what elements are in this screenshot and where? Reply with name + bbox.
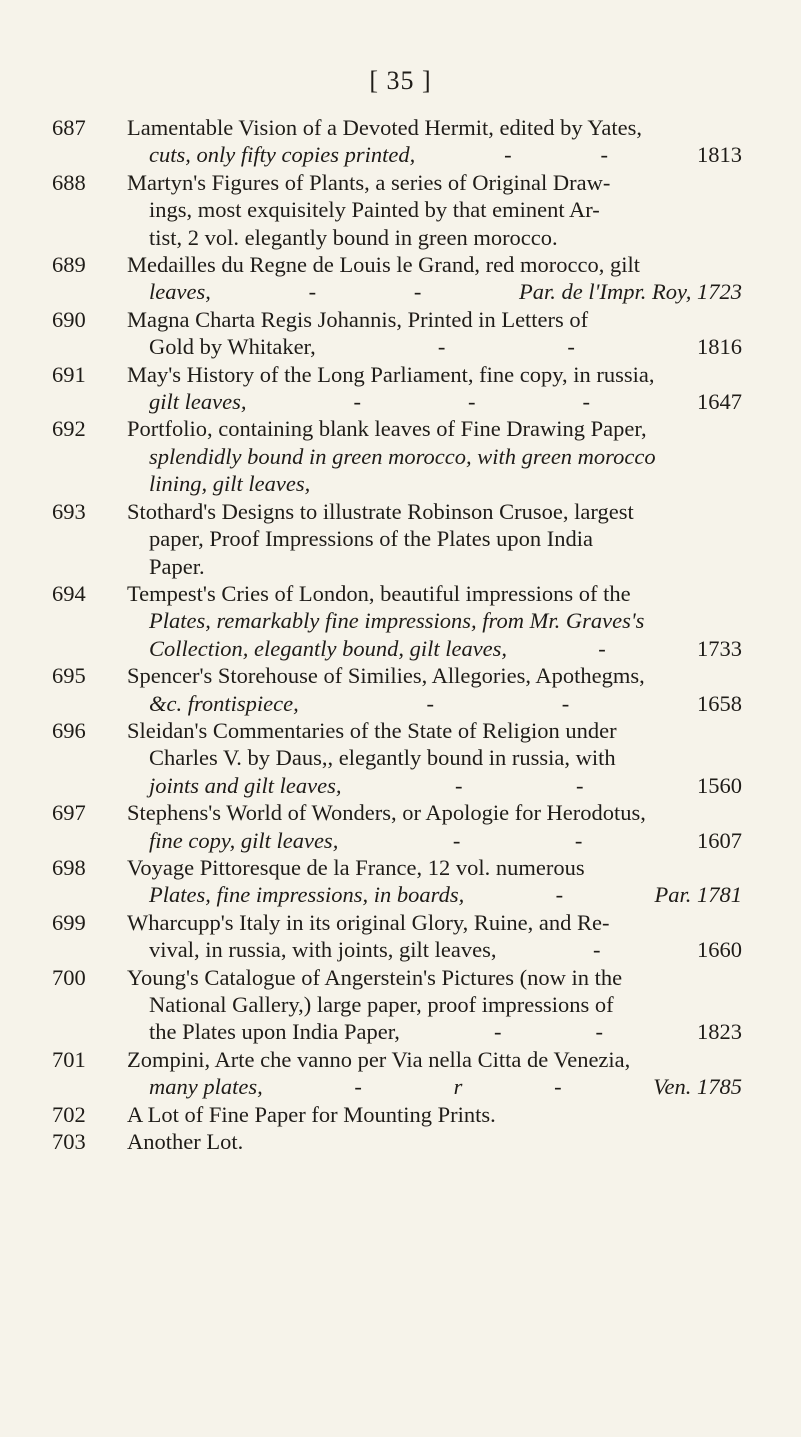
- entry-text: Stothard's Designs to illustrate Robinson Crusoe, largest: [127, 498, 634, 524]
- entry-text: paper, Proof Impressions of the Plates upon India: [149, 526, 594, 552]
- separator-dash: -: [467, 389, 476, 415]
- separator-dash: -: [592, 937, 601, 963]
- entry-continuation: [127, 141, 742, 168]
- entry-text: Wharcupp's Italy in its original Glory, Ruine, and Re-: [127, 909, 610, 935]
- separator-dash: -: [354, 1074, 362, 1100]
- lot-number: 699: [52, 909, 86, 935]
- lot-number: 697: [52, 800, 86, 826]
- entry-date: 1560: [696, 772, 742, 798]
- entry-text: Plates, fine impressions, in boards,: [149, 882, 465, 908]
- separator-dash: -: [574, 827, 583, 853]
- separator-dash: -: [504, 142, 512, 168]
- separator-dash: -: [413, 279, 422, 305]
- separator-dash: -: [452, 827, 461, 853]
- entry-date: Par. 1781: [654, 882, 742, 908]
- entry-text: A Lot of Fine Paper for Mounting Prints.: [127, 1101, 496, 1127]
- catalogue-entry-694: [52, 580, 742, 662]
- separator-dash: -: [353, 389, 361, 415]
- entry-text: Charles V. by Daus,, elegantly bound in russia, with: [149, 745, 616, 771]
- page-number: [ 35 ]: [369, 66, 432, 95]
- separator-dash: -: [567, 334, 575, 360]
- separator-dash: -: [598, 635, 606, 661]
- catalogue-entry-687: [52, 114, 742, 169]
- catalogue-entry-692: [52, 415, 742, 497]
- entry-text: Tempest's Cries of London, beautiful impressions of the: [127, 580, 631, 606]
- lot-number: 696: [52, 717, 86, 743]
- entry-continuation: [127, 936, 742, 963]
- entry-continuation: [127, 333, 742, 360]
- entry-text: Gold by Whitaker,: [149, 334, 316, 360]
- entry-text: gilt leaves,: [149, 389, 247, 415]
- separator-dash: -: [437, 334, 446, 360]
- lot-number: 698: [52, 854, 86, 880]
- catalogue-entry-691: [52, 361, 742, 416]
- lot-number: 692: [52, 416, 86, 442]
- separator-dash: -: [426, 690, 434, 716]
- entry-continuation: [127, 1073, 742, 1100]
- entry-text: Zompini, Arte che vanno per Via nella Citta de Venezia,: [127, 1046, 631, 1072]
- entry-text: May's History of the Long Parliament, fine copy, in russia,: [127, 361, 655, 387]
- entry-date: 1660: [697, 937, 742, 963]
- entry-continuation: [127, 278, 742, 305]
- entry-text: joints and gilt leaves,: [149, 772, 342, 798]
- entry-continuation: [127, 827, 742, 854]
- entry-text: Collection, elegantly bound, gilt leaves,: [149, 635, 508, 661]
- entry-text: Portfolio, containing blank leaves of Fine Drawing Paper,: [127, 416, 647, 442]
- catalogue-list: [52, 114, 742, 1155]
- lot-number: 688: [52, 169, 86, 195]
- entry-text: the Plates upon India Paper,: [149, 1019, 400, 1045]
- catalogue-entry-698: [52, 854, 742, 909]
- entry-date: 1823: [696, 1019, 742, 1045]
- lot-number: 691: [52, 361, 86, 387]
- entry-continuation: [127, 690, 742, 717]
- separator-dash: -: [575, 772, 584, 798]
- entry-text: Another Lot.: [127, 1129, 244, 1155]
- entry-text: Young's Catalogue of Angerstein's Pictures (now in the: [127, 964, 623, 990]
- catalogue-entry-688: [52, 169, 742, 251]
- entry-text: Sleidan's Commentaries of the State of Religion under: [127, 717, 617, 743]
- entry-text: many plates,: [149, 1074, 263, 1100]
- entry-text: National Gallery,) large paper, proof impressions of: [149, 992, 614, 1017]
- entry-date: 1816: [696, 334, 742, 360]
- separator-dash: -: [454, 772, 463, 798]
- entry-text: Spencer's Storehouse of Similies, Allegories, Apothegms,: [127, 663, 645, 689]
- entry-text: splendidly bound in green morocco, with green morocco: [149, 443, 656, 469]
- entry-continuation: [127, 1018, 742, 1045]
- entry-continuation: [127, 635, 742, 662]
- lot-number: 690: [52, 306, 86, 332]
- separator-dash: -: [493, 1019, 502, 1045]
- catalogue-entry-696: [52, 717, 742, 799]
- entry-continuation: [127, 881, 742, 908]
- catalogue-entry-690: [52, 306, 742, 361]
- separator-dash: -: [582, 389, 590, 415]
- entry-text: &c. frontispiece,: [149, 690, 299, 716]
- catalogue-entry-699: [52, 909, 742, 964]
- entry-text: Lamentable Vision of a Devoted Hermit, edited by Yates,: [127, 115, 642, 140]
- entry-text: tist, 2 vol. elegantly bound in green morocco.: [149, 224, 558, 250]
- lot-number: 700: [52, 964, 86, 990]
- lot-number: 687: [52, 115, 86, 140]
- entry-date: 1733: [696, 635, 742, 661]
- separator-dash: -: [595, 1019, 603, 1045]
- entry-date: Par. de l'Impr. Roy, 1723: [519, 279, 742, 305]
- lot-number: 694: [52, 580, 86, 606]
- entry-text: Plates, remarkably fine impressions, from Mr. Graves's: [149, 608, 645, 634]
- lot-number: 701: [52, 1046, 86, 1072]
- separator-dash: -: [561, 690, 570, 716]
- entry-text: Magna Charta Regis Johannis, Printed in Letters of: [127, 306, 589, 332]
- catalogue-entry-703: [52, 1128, 742, 1155]
- entry-date: 1813: [696, 142, 742, 168]
- separator-dash: -: [600, 142, 609, 168]
- entry-text: fine copy, gilt leaves,: [149, 827, 339, 853]
- lot-number: 702: [52, 1101, 86, 1127]
- catalogue-entry-693: [52, 498, 742, 580]
- separator-dash: -: [554, 1074, 562, 1100]
- entry-text: Paper.: [149, 553, 205, 579]
- catalogue-entry-701: [52, 1046, 742, 1101]
- separator-mark: r: [453, 1074, 463, 1100]
- entry-text: vival, in russia, with joints, gilt leaves,: [149, 937, 497, 963]
- entry-text: Martyn's Figures of Plants, a series of Original Draw-: [127, 169, 611, 195]
- entry-continuation: [127, 772, 742, 799]
- entry-text: leaves,: [149, 279, 211, 305]
- catalogue-entry-702: [52, 1101, 742, 1128]
- lot-number: 703: [52, 1129, 86, 1155]
- entry-text: Voyage Pittoresque de la France, 12 vol. numerous: [127, 854, 585, 880]
- entry-text: Medailles du Regne de Louis le Grand, red morocco, gilt: [127, 252, 640, 278]
- entry-text: lining, gilt leaves,: [149, 471, 311, 497]
- separator-dash: -: [308, 279, 317, 305]
- lot-number: 689: [52, 252, 86, 278]
- entry-text: cuts, only fifty copies printed,: [149, 142, 416, 168]
- catalogue-entry-695: [52, 662, 742, 717]
- entry-date: 1658: [696, 690, 742, 716]
- separator-dash: -: [555, 882, 564, 908]
- entry-date: Ven. 1785: [653, 1074, 742, 1100]
- catalogue-entry-700: [52, 964, 742, 1046]
- catalogue-entry-697: [52, 799, 742, 854]
- entry-continuation: [127, 388, 742, 415]
- entry-date: 1607: [696, 827, 742, 853]
- lot-number: 693: [52, 498, 86, 524]
- lot-number: 695: [52, 663, 86, 689]
- entry-text: Stephens's World of Wonders, or Apologie for Herodotus,: [127, 800, 646, 826]
- entry-date: 1647: [696, 389, 742, 415]
- catalogue-entry-689: [52, 251, 742, 306]
- entry-text: ings, most exquisitely Painted by that eminent Ar-: [149, 197, 600, 223]
